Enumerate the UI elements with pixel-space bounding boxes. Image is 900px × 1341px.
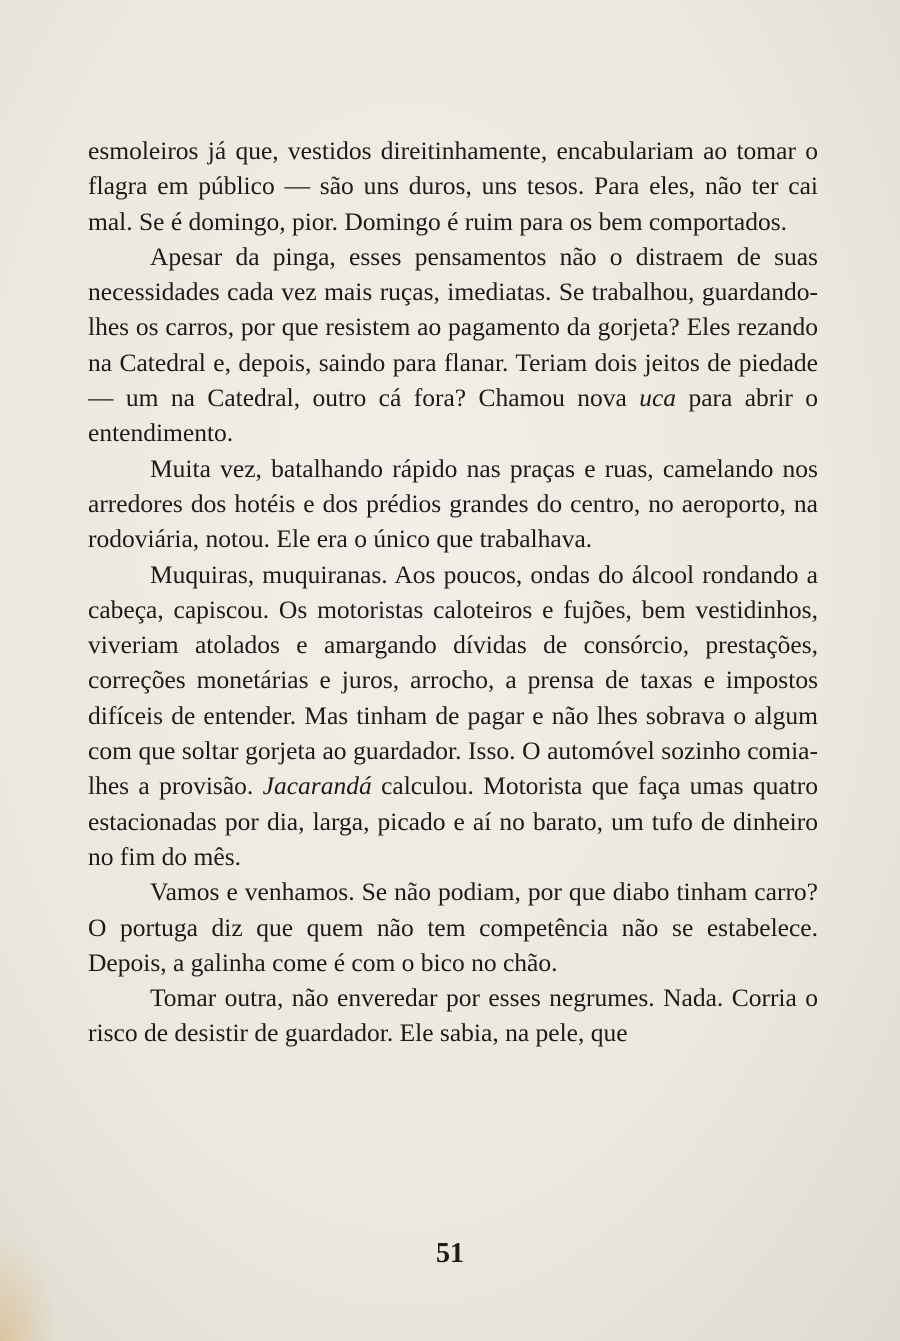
body-text xyxy=(88,133,818,1051)
emphasis-jacaranda: Jacarandá xyxy=(262,771,372,801)
paragraph-6: Tomar outra, não enveredar por esses negrumes. Nada. Corria o risco de desistir de guardador. Ele sabia, na pele, que xyxy=(88,983,818,1048)
paragraph-5: Vamos e venhamos. Se não podiam, por que diabo tinham carro? O portuga diz que quem não tem competência não se estabelece. Depois, a galinha come é com o bico no chão. xyxy=(88,877,818,977)
paragraph-3: Muita vez, batalhando rápido nas praças e ruas, camelando nos arredores dos hotéis e dos prédios grandes do centro, no aeroporto, na rodoviária, notou. Ele era o único que trabalhava. xyxy=(88,453,818,554)
emphasis-uca: uca xyxy=(639,383,677,413)
page-number: 51 xyxy=(436,1238,464,1269)
paragraph-1: esmoleiros já que, vestidos direitinhamente, encabulariam ao tomar o flagra em público — são uns duros, uns tesos. Para eles, não ter cai mal. Se é domingo, pior. Domingo é ruim para os bem comportados. xyxy=(88,136,818,236)
paragraph-4: Muquiras, muquiranas. Aos poucos, ondas do álcool rondando a cabeça, capiscou. Os motoristas caloteiros e fujões, bem vestidinhos, viveriam atolados e amargando dívidas de consórcio, prestações, correções monetárias e juros, arrocho, a prensa de taxas e impostos difíceis de entender. Mas tinham de pagar e não lhes sobrava o algum com que soltar gorjeta ao guardador. Isso. O automóvel sozinho comia-lhes a provisão. Jacarandá calculou. Motorista que faça umas quatro estacionadas por dia, larga, picado e aí no barato, um tufo de dinheiro no fim do mês. xyxy=(88,559,818,871)
paragraph-2: Apesar da pinga, esses pensamentos não o distraem de suas necessidades cada vez mais ruças, imediatas. Se trabalhou, guardando-lhes os carros, por que resistem ao pagamento da gorjeta? Eles rezando na Catedral e, depois, saindo para flanar. Teriam dois jeitos de piedade — um na Catedral, outro cá fora? Chamou nova uca para abrir o entendimento. xyxy=(88,241,818,448)
